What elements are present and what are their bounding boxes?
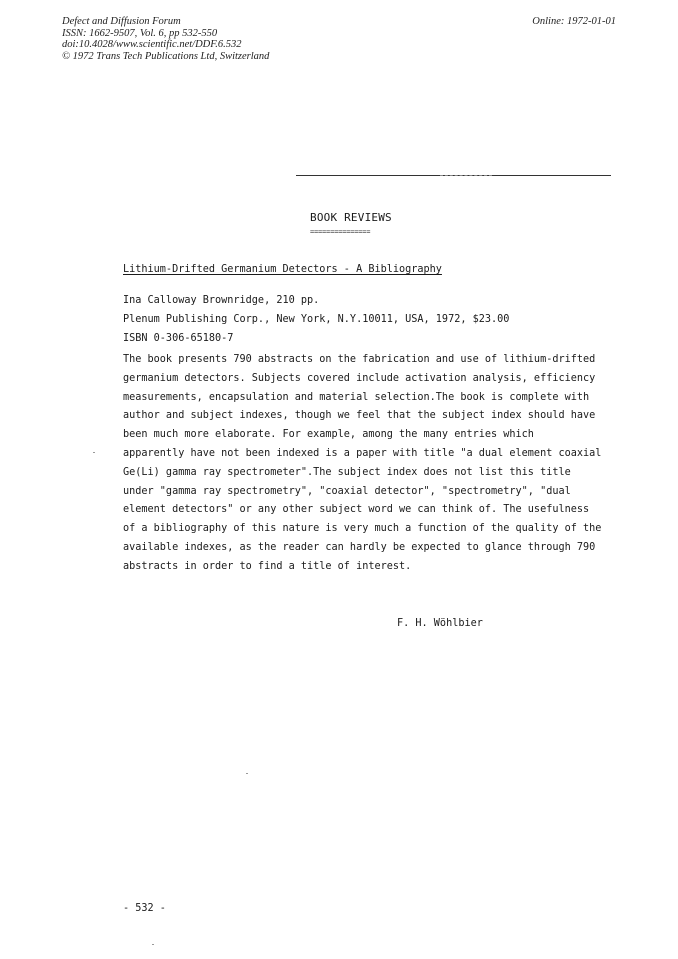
review-line: under "gamma ray spectrometry", "coaxial detector", "spectrometry", "dual	[123, 485, 571, 497]
journal-copyright: © 1972 Trans Tech Publications Ltd, Switzerland	[62, 50, 270, 62]
horizontal-rule-break	[440, 175, 492, 176]
book-publisher: Plenum Publishing Corp., New York, N.Y.10011, USA, 1972, $23.00	[123, 314, 510, 325]
review-line: of a bibliography of this nature is very much a function of the quality of the	[123, 523, 602, 535]
section-title-underline: ===============	[310, 228, 371, 236]
review-body	[123, 351, 601, 577]
journal-name: Defect and Diffusion Forum	[62, 16, 181, 27]
online-date: Online: 1972-01-01	[532, 16, 616, 27]
book-title: Lithium-Drifted Germanium Detectors - A Bibliography	[123, 264, 442, 275]
scan-speck	[93, 452, 95, 453]
scan-speck	[246, 773, 248, 774]
review-line: author and subject indexes, though we feel that the subject index should have	[123, 410, 596, 422]
journal-issn: ISSN: 1662-9507, Vol. 6, pp 532-550	[62, 27, 218, 39]
page-number: - 532 -	[123, 903, 166, 914]
review-line: apparently have not been indexed is a paper with title "a dual element coaxial	[123, 447, 602, 459]
book-author: Ina Calloway Brownridge, 210 pp.	[123, 295, 320, 306]
review-line: available indexes, as the reader can hardly be expected to glance through 790	[123, 541, 596, 553]
section-title: BOOK REVIEWS	[310, 211, 392, 224]
scan-speck	[152, 944, 154, 945]
reviewer-signature: F. H. Wöhlbier	[397, 618, 483, 629]
review-line: abstracts in order to find a title of interest.	[123, 560, 412, 572]
book-metadata	[123, 291, 509, 348]
book-isbn: ISBN 0-306-65180-7	[123, 333, 234, 344]
review-line: Ge(Li) gamma ray spectrometer".The subject index does not list this title	[123, 466, 571, 478]
review-line: been much more elaborate. For example, among the many entries which	[123, 429, 534, 441]
journal-doi: doi:10.4028/www.scientific.net/DDF.6.532	[62, 39, 242, 50]
review-line: measurements, encapsulation and material selection.The book is complete with	[123, 391, 590, 403]
review-line: germanium detectors. Subjects covered include activation analysis, efficiency	[123, 372, 596, 384]
review-line: The book presents 790 abstracts on the fabrication and use of lithium-drifted	[123, 354, 596, 365]
journal-citation-block	[62, 16, 269, 62]
review-line: element detectors" or any other subject word we can think of. The usefulness	[123, 504, 590, 516]
